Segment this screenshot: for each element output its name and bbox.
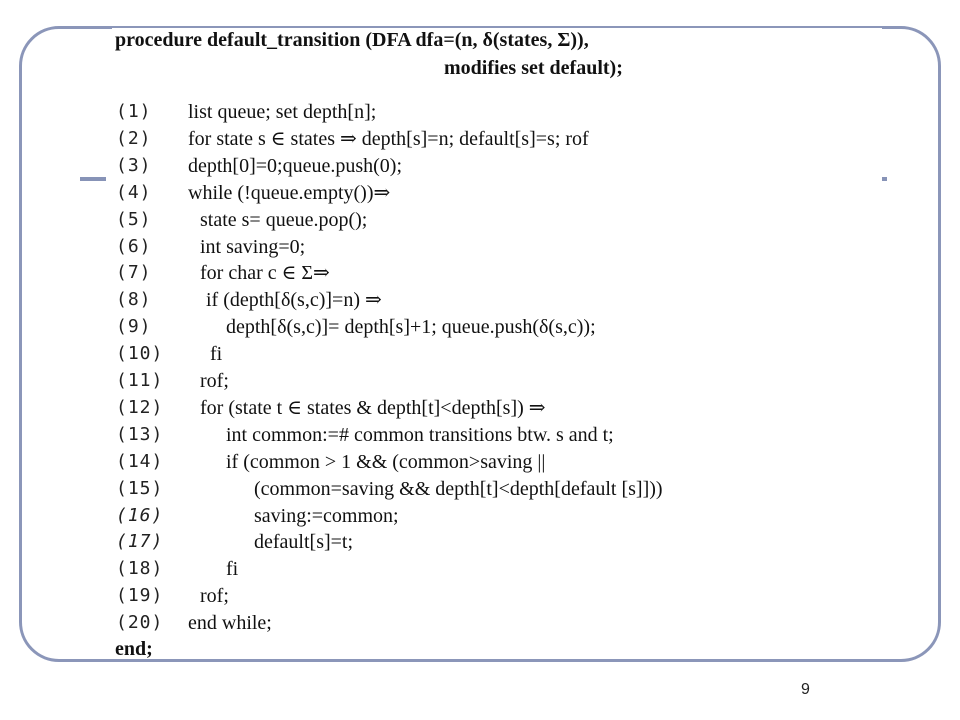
- line-number: (2): [116, 127, 152, 149]
- page-number: 9: [801, 681, 810, 698]
- code-text: (common=saving && depth[t]<depth[default [s]])): [254, 477, 663, 500]
- line-number: (14): [116, 450, 164, 472]
- line-number: (18): [116, 558, 164, 580]
- code-text: rof;: [200, 585, 229, 608]
- code-text: fi: [210, 343, 223, 366]
- end-keyword: end;: [115, 638, 153, 660]
- header-text-2: modifies set default);: [444, 57, 623, 79]
- line-number: (16): [116, 504, 164, 526]
- line-number: (20): [116, 612, 164, 634]
- code-text: while (!queue.empty())⇒: [188, 181, 391, 204]
- line-number: (7): [116, 262, 152, 284]
- line-number: (13): [116, 423, 164, 445]
- code-text: int common:=# common transitions btw. s and t;: [226, 423, 614, 446]
- code-text: for (state t ∈ states & depth[t]<depth[s]) ⇒: [200, 396, 546, 419]
- line-number: (12): [116, 396, 164, 418]
- header-text: procedure default_transition (DFA dfa=(n, δ(states, Σ)),: [115, 29, 589, 51]
- code-text: depth[δ(s,c)]= depth[s]+1; queue.push(δ(s,c));: [226, 316, 596, 339]
- line-number: (1): [116, 101, 152, 122]
- code-text: int saving=0;: [200, 235, 306, 258]
- code-text: rof;: [200, 370, 229, 392]
- code-text: end while;: [188, 612, 272, 635]
- code-text: if (common > 1 && (common>saving ||: [226, 450, 546, 473]
- line-number: (10): [116, 343, 164, 365]
- line-number: (19): [116, 585, 164, 607]
- line-number: (8): [116, 289, 152, 311]
- code-text: fi: [226, 558, 239, 581]
- code-text: if (depth[δ(s,c)]=n) ⇒: [206, 289, 382, 312]
- code-text: list queue; set depth[n];: [188, 101, 377, 123]
- line-number: (17): [116, 531, 164, 553]
- line-number: (6): [116, 235, 152, 257]
- line-number: (15): [116, 477, 164, 499]
- left-divider-mark: [80, 177, 106, 181]
- line-number: (5): [116, 208, 152, 230]
- code-text: state s= queue.pop();: [200, 208, 368, 231]
- pseudocode-block: [112, 28, 882, 658]
- procedure-header-continued: [444, 57, 623, 79]
- line-number: (9): [116, 316, 152, 338]
- code-text: saving:=common;: [254, 504, 399, 527]
- line-number: (11): [116, 370, 164, 391]
- line-number: (3): [116, 154, 152, 176]
- code-text: default[s]=t;: [254, 531, 354, 554]
- line-number: (4): [116, 181, 152, 203]
- code-text: depth[0]=0;queue.push(0);: [188, 154, 403, 177]
- code-text: for state s ∈ states ⇒ depth[s]=n; default[s]=s; rof: [188, 127, 589, 150]
- code-text: for char c ∈ Σ⇒: [200, 262, 330, 285]
- procedure-header: [115, 29, 589, 51]
